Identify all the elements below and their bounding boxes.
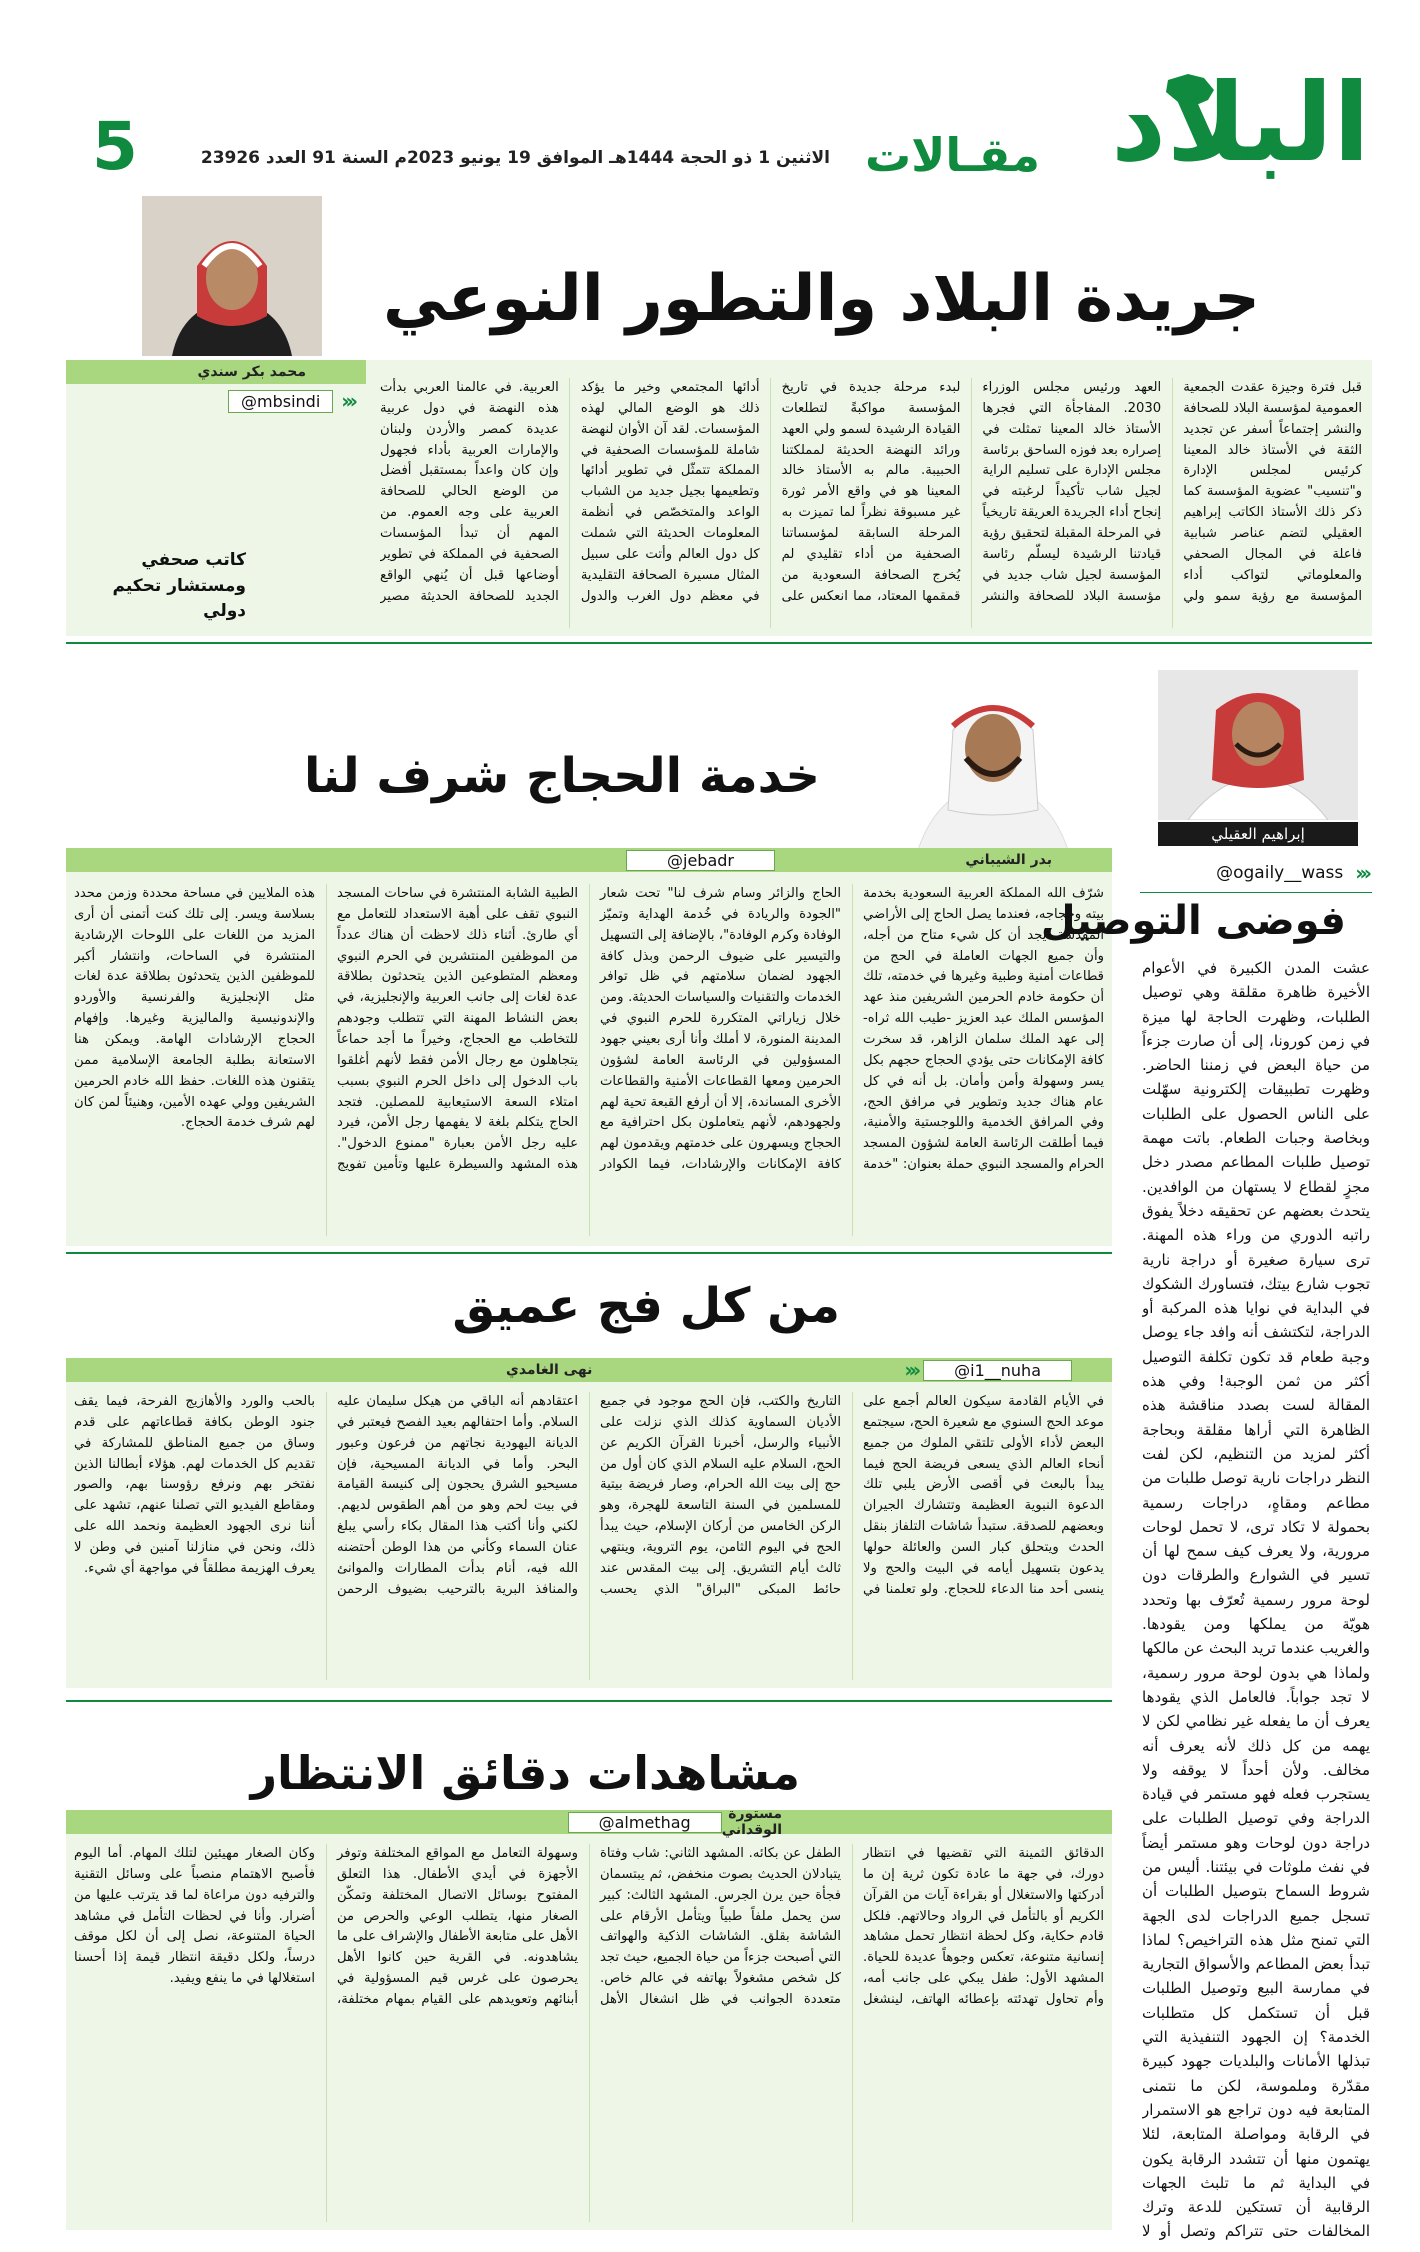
article1-author-name: محمد بكر سندي — [197, 364, 306, 380]
signoff-line1: كاتب صحفي — [141, 550, 246, 570]
article4-handle[interactable]: @i1__nuha — [923, 1360, 1072, 1381]
chevrons-icon: ‹‹‹ — [1355, 861, 1368, 885]
chevrons-icon: ‹‹‹ — [341, 389, 354, 413]
section-divider — [66, 642, 1372, 644]
author-caption-ogaily: إبراهيم العقيلي — [1158, 822, 1358, 846]
article5-byline-bar — [66, 1806, 1112, 1838]
author-photo-mbsindi — [142, 196, 322, 356]
article3-handle-rule — [1140, 892, 1372, 893]
page-number: 5 — [92, 108, 138, 185]
article2-author-name: بدر الشيباني — [965, 852, 1052, 868]
article4-author-name: نهى الغامدي — [506, 1362, 593, 1378]
article4-body: في الأيام القادمة سيكون العالم أجمع على موعد الحج السنوي مع شعيرة الحج، سيجتمع البعض لأداء الأولى تلتقي الملوك من جميع أنحاء العالم الذي يسعى فريضة الحج فيما يبدأ بالبعث في أقصى الأرض يلبي تلك الدعوة النبوية العظيمة وتتشارك الجيران وبعضهم للصدقة. ستبدأ شاشات التلفاز بنقل الحدث ويتحلق كبار السن والعائلة حولها يدعون بتسهيل أيامه في البيت والحج ولا ينسى أحد منا الدعاء للحجاج. ولو تعلمنا في التاريخ والكتب، فإن الحج موجود في جميع الأديان السماوية كذلك الذي نزلت على الأنبياء والرسل، أخبرنا القرآن الكريم عن الحج، السلام عليه السلام الذي كان أول من حج إلى بيت الله الحرام، وصار فريضة بيتية للمسلمين في السنة التاسعة للهجرة، وهو الركن الخامس من أركان الإسلام، حيث يبدأ الحج في اليوم الثامن، يوم التروية، وينتهي ثالث أيام التشريق. إلى بيت المقدس عند حائط المبكى "البراق" الذي يحسب اعتقادهم أنه الباقي من هيكل سليمان عليه السلام. وأما احتفالهم بعيد الفصح فيعتبر في الديانة اليهودية نجاتهم من فرعون وعبور البحر. وأما في الديانة المسيحية، فإن مسيحيو الشرق يحجون إلى كنيسة القيامة في بيت لحم وهو من أهم الطقوس لديهم. لكني وأنا أكتب هذا المقال بكاء رأسي يبلغ عنان السماء وكأني من هذا الوطن أحتضنه الله فيه، أنام بدأت المطارات والموانئ والمنافذ البرية بالترحيب بضيوف الرحمن بالحب والورد والأهازيج الفرحة، فيما يقف جنود الوطن بكافة قطاعاتهم على قدم وساق من جميع المناطق للمشاركة في تقديم كل الخدمات لهم. هؤلاء أبطالنا الذين نفتخر بهم ونرفع رؤوسنا بهم، والصور ومقاطع الفيديو التي تصلنا عنهم، تشهد على أننا نرى الجهود العظيمة ونحمد الله على ذلك، ونحن في منازلنا آمنين في وطن لا يعرف الهزيمة مطلقاً في مواجهة أي شيء. — [74, 1394, 1104, 1597]
article3-handle[interactable]: @ogaily__wass — [1216, 863, 1344, 883]
article1-title: جريدة البلاد والتطور النوعي — [383, 262, 1260, 336]
article5-author-name: مستورة الوقداني — [721, 1806, 782, 1838]
article3-title: فوضى التوصيل — [1040, 898, 1346, 944]
article4-title: من كل فج عميق — [452, 1278, 840, 1334]
article4-byline-bar — [66, 1358, 1112, 1382]
article2-byline-bar — [66, 848, 1112, 872]
section-name: مقـالات — [864, 128, 1040, 182]
article1-handle[interactable]: @mbsindi — [228, 390, 333, 413]
article1-byline-bar — [66, 360, 366, 384]
article3-handle-row — [1140, 858, 1372, 888]
article2-body: شرّف الله المملكة العربية السعودية بخدمة بيته وحجاجه، فعندما يصل الحاج إلى الأراضي المقدسة، يجد أن كل شيء متاح من أجله، وأن جميع الجهات العاملة في الحج من قطاعات أمنية وطبية وغيرها في خدمته، تلك أن حكومة خادم الحرمين الشريفين منذ عهد المؤسس الملك عبد العزيز -طيب الله ثراه- إلى عهد الملك سلمان الزاهر، قد سخرت كافة الإمكانات حتى يؤدي الحجاج حجهم بكل يسر وسهولة وأمن وأمان. بل أنه في كل عام هناك جديد وتطوير في مرافق الحج، وفي المرافق الخدمية واللوجستية والأمنية، فيما أطلقت الرئاسة العامة لشؤون المسجد الحرام والمسجد النبوي حملة بعنوان: "خدمة الحاج والزائر وسام شرف لنا" تحت شعار "الجودة والريادة في خُدمة الهداية وتميّز الوفادة وكرم الوفادة"، بالإضافة إلى التسهيل والتيسير على ضيوف الرحمن وبذل كافة الجهود لضمان سلامتهم في ظل توافر الخدمات والتقنيات والسياسات الحديثة. ومن خلال زياراتي المتكررة للحرم النبوي في المدينة المنورة، لا أملك وأنا أرى بعيني جهود المسؤولين في الرئاسة العامة لشؤون الحرمين ومعها القطاعات الأمنية والقطاعات الأخرى المساندة، إلا أن أرفع القبعة تحية لهم ولجهودهم، لأنهم يتعاملون بكل احترافية مع الحجاج ويسهرون على خدمتهم ويقدمون لهم كافة الإمكانات والإرشادات، فيما الكوادر الطبية الشابة المنتشرة في ساحات المسجد النبوي تقف على أهبة الاستعداد للتعامل مع أي طارئ. أثناء ذلك لاحظت أن هناك عدداً من الموظفين المنتشرين في الحرم النبوي ومعظم المتطوعين الذين يتحدثون بطلاقة عدة لغات إلى جانب العربية والإنجليزية، في بعض النشاط المهنة التي تتطلب وجودهم للتخاطب مع الحجاج، وخيراً ما أجد حماعاً يتجاهلون مع رجال الأمن فقط لأنهم أغلقوا باب الدخول إلى داخل الحرم النبوي بسبب امتلاء السعة الاستيعابية للمصلين. فتجد الحاج يتكلم بلغة لا يفهمها رجل الأمن، فيرد عليه رجل الأمن بعبارة "ممنوع الدخول". هذه المشهد والسيطرة عليها وتأمين تفويج هذه الملايين في مساحة محددة وزمن محدد بسلاسة ويسر. إلى تلك كنت أتمنى أن أرى المزيد من اللغات على اللوحات الإرشادية المنتشرة في الساحات، وانتشار أكبر للموظفين الذين يتحدثون بطلاقة عدة لغات مثل الإنجليزية والفرنسية والأوردو والإندونيسية والماليزية وغيرها. وإفهام الحجاج الإرشادات الهامة. ويمكن هنا الاستعانة بطلبة الجامعة الإسلامية ممن يتقنون هذه اللغات. حفظ الله خادم الحرمين الشريفين وولي عهده الأمين، وهنيئاً لمن كان لهم شرف خدمة الحجاج. — [74, 886, 1104, 1173]
article1-body-tail — [74, 430, 356, 540]
signoff-line2: ومستشار تحكيم دولي — [112, 575, 246, 621]
article3-body: عشت المدن الكبيرة في الأعوام الأخيرة ظاهرة مقلقة وهي توصيل الطلبات، وظهرت الحاجة لها ميزة في زمن كورونا، إلى أن صارت جزءاً من حياة البعض في زمننا الحاضر. وظهرت تطبيقات إلكترونية سهّلت على الناس الحصول على الطلبات وبخاصة وجبات الطعام. باتت مهمة توصيل طلبات المطاعم مصدر دخل مجزٍ لقطاع لا يستهان من الوافدين. يتحدث بعضهم عن تحقيقه دخلاً يفوق راتبه الدوري من وراء هذه المهنة. ترى سيارة صغيرة أو دراجة نارية تجوب شارع بيتك، فتساورك الشكوك في البداية في نوايا هذه المركبة أو الدراجة، لتكتشف أنه وافد جاء يوصل وجبة طعام قد تكون تكلفة التوصيل أكثر من ثمن الوجبة! وفي هذه المقالة لست بصدد مناقشة هذه الظاهرة التي أراها مقلقة وبحاجة أكثر لمزيد من التنظيم، لكن لفت النظر دراجات نارية توصل طلبات من مطاعم ومقاهٍ، دراجات رسمية بحمولة لا تكاد ترى، لا تحمل لوحات مرورية، ولا يعرف كيف سمح لها أن تسير في الشوارع والطرقات دون لوحة مرور رسمية تُعرّف بها وتحدد هويّة من يملكها ومن يقودها. والغريب عندما تريد البحث عن مالكها ولماذا هي بدون لوحة مرور رسمية، لا تجد جواباً. فالعامل الذي يقودها يعرف أن ما يفعله غير نظامي لكن لا يهمه من كل ذلك لأنه يعرف أنه مخالف. ولأن أحداً لا يوقفه ولا يستجرب فعله فهو مستمر في قيادة الدراجة وفي توصيل الطلبات على دراجة دون لوحات وهو مستمر أيضاً في نفث ملوثات في بيئتنا. أليس من شروط السماح بتوصيل الطلبات أن تسجل جميع الدراجات لدى الجهة التي تمنح مثل هذه التراخيص؟ لماذا تبدأ بعض المطاعم والأسواق التجارية في ممارسة البيع وتوصيل الطلبات قبل أن تستكمل كل متطلبات الخدمة؟ إن الجهود التنفيذية التي تبذلها الأمانات والبلديات جهود كبيرة مقدّرة وملموسة، لكن ما نتمنى المتابعة فيه دون تراجع هو الاستمرار في الرقابة ومواصلة المتابعة، لئلا يهتمون منها أن تتشدد الرقابة يكون في البداية ثم ما تلبث الجهات الرقابية أن تستكين للدعة وترك المخالفات حتى تتراكم وتصل أو لا — [1142, 959, 1370, 2241]
masthead-logo — [1040, 61, 1370, 200]
logo-wordmark: البلاد — [1110, 61, 1370, 186]
article1-signoff — [86, 548, 246, 625]
article5-title: مشاهدات دقائق الانتظار — [250, 1746, 800, 1800]
article5-handle[interactable]: @almethag — [568, 1812, 722, 1833]
dateline: الاثنين 1 ذو الحجة 1444هـ الموافق 19 يونيو 2023م السنة 91 العدد 23926 — [200, 148, 830, 168]
author-photo-jebadr — [898, 670, 1088, 850]
author-photo-ogaily — [1158, 670, 1358, 820]
article1-body: قبل فترة وجيزة عقدت الجمعية العمومية لمؤسسة البلاد للصحافة والنشر إجتماعاً أسفر عن تجديد الثقة في الأستاذ خالد المعينا كرئيس لمجلس الإدارة و"تنسيب" عضوية المؤسسة كما ذكر ذلك الأستاذ الكاتب إبراهيم العقيلي لتضم عناصر شبابية فاعلة في المجال الصحفي والمعلوماتي لتواكب أداء المؤسسة مع رؤية سمو ولي العهد ورئيس مجلس الوزراء 2030. المفاجأة التي فجرها الأستاذ خالد المعينا تمثلت في إصراره بعد فوزه الساحق برئاسة مجلس الإدارة على تسليم الراية لجيل شاب تأكيداً لرغبته في إنجاح أداء الجريدة العريقة تاريخياً في المرحلة المقبلة لتحقيق رؤية قيادتنا الرشيدة ليسلّم رئاسة المؤسسة لجيل شاب جديد في مؤسسة البلاد للصحافة والنشر لبدء مرحلة جديدة في تاريخ المؤسسة مواكبةً لتطلعات القيادة الرشيدة لسمو ولي العهد ورائد النهضة الحديثة لمملكتنا الحبيبة. مالم به الأستاذ خالد المعينا هو في واقع الأمر ثورة غير مسبوقة نظراً لما تميزت به المرحلة السابقة لمؤسساتنا الصحفية من أداء تقليدي لم يُخرج الصحافة السعودية من قمقمها المعتاد، مما انعكس على أدائها المجتمعي وخير ما يؤكد ذلك هو الوضع المالي لهذه المؤسسات. لقد آن الأوان لنهضة شاملة للمؤسسات الصحفية في المملكة تتمثّل في تطوير أدائها وتطعيمها بجيل جديد من الشباب الواعد والمتخصّص في أنظمة المعلومات الحديثة التي شملت كل دول العالم وأتت على سبيل المثال مسيرة الصحافة التقليدية في معظم دول الغرب والدول العربية. في عالمنا العربي بدأت هذه النهضة في دول عربية عديدة كمصر والأردن ولبنان والإمارات العربية بأداء فجهول وإن كان واعداً بمستقبل أفضل من الوضع الحالي للصحافة العربية على وجه العموم. من المهم أن تبدأ المؤسسات الصحفية في المملكة في تطوير أوضاعها قبل أن يُنهي الواقع الجديد للصحافة الحديثة مصير — [380, 380, 1362, 604]
article2-title: خدمة الحجاج شرف لنا — [303, 748, 820, 804]
article5-body: الدقائق الثمينة التي تقضيها في انتظار دورك، في جهة ما عادة تكون ثرية إن ما أدركتها والاستغلال أو بقراءة آيات من القرآن الكريم أو بالتأمل في الرواد وحالاتهم. فلكل قادم حكاية، وكل لحظة انتظار تحمل مشاهد إنسانية متنوعة، تعكس وجوهاً عديدة للحياة. المشهد الأول: طفل يبكي على جانب أمه، وأم تحاول تهدئته بإعطائه الهاتف، لينشغل الطفل عن بكائه. المشهد الثاني: شاب وفتاة يتبادلان الحديث بصوت منخفض، ثم يبتسمان فجأة حين يرن الجرس. المشهد الثالث: كبير سن يحمل ملفاً طبياً ويتأمل الأرقام على الشاشة بقلق. الشاشات الذكية والهواتف التي أصبحت جزءاً من حياة الجميع، حيث تجد كل شخص مشغولاً بهاتفه في عالم خاص. متعددة الجوانب في ظل انشغال الأهل وسهولة التعامل مع المواقع المختلفة وتوفر الأجهزة في أيدي الأطفال. هذا التعلق المفتوح بوسائل الاتصال المختلفة وتمكّن الصغار منها، يتطلب الوعي والحرص من الأهل على متابعة الأطفال والإشراف على ما يشاهدونه. في القرية حين كانوا الأهل يحرصون على غرس قيم المسؤولية في أبنائهم وتعويدهم على القيام بمهام مختلفة، وكان الصغار مهيئين لتلك المهام. أما اليوم فأصبح الاهتمام منصباً على وسائل التقنية والترفيه دون مراعاة لما قد يترتب عليها من أضرار. وأنا في لحظات التأمل في مشاهد الحياة المتنوعة، نصل إلى أن لكل موقف درساً، ولكل دقيقة انتظار قيمة إذا أحسنا استغلالها في ما ينفع ويفيد. — [74, 1846, 1104, 2008]
article1-handle-row — [72, 388, 362, 414]
article2-handle[interactable]: @jebadr — [626, 850, 775, 871]
chevrons-icon: ‹‹‹ — [904, 1358, 918, 1382]
section-divider-2 — [66, 1252, 1112, 1254]
section-divider-3 — [66, 1700, 1112, 1702]
